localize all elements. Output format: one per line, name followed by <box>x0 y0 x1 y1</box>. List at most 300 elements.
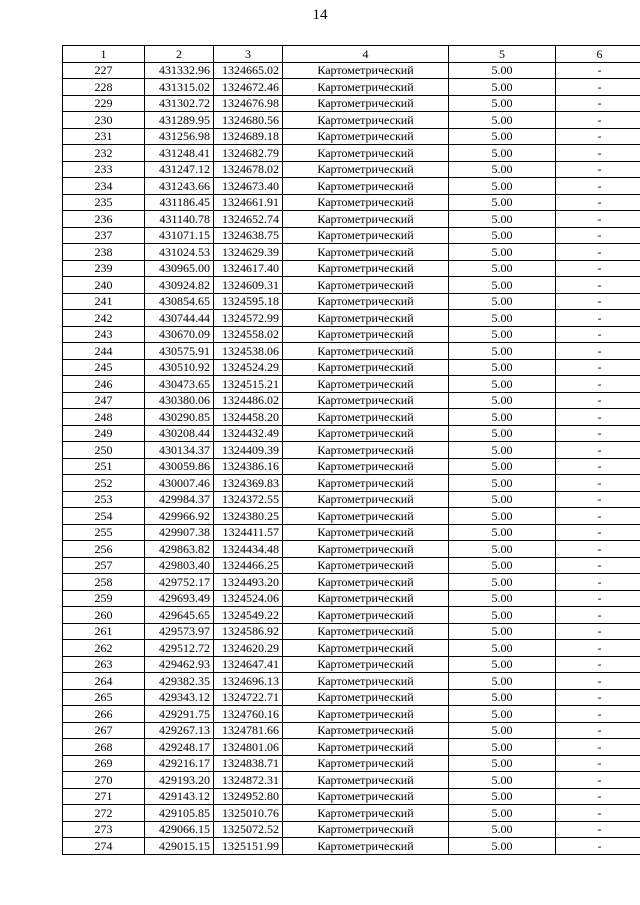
accuracy-cell: 5.00 <box>449 755 556 772</box>
method-cell: Картометрический <box>283 838 449 855</box>
y-coordinate-cell: 1324872.31 <box>214 772 283 789</box>
accuracy-cell: 5.00 <box>449 310 556 327</box>
table-row <box>63 277 640 294</box>
accuracy-cell: 5.00 <box>449 392 556 409</box>
point-number-cell: 227 <box>63 62 145 79</box>
y-coordinate-cell: 1324760.16 <box>214 706 283 723</box>
method-cell: Картометрический <box>283 359 449 376</box>
point-number-cell: 264 <box>63 673 145 690</box>
table-row <box>63 788 640 805</box>
y-coordinate-cell: 1324486.02 <box>214 392 283 409</box>
table-row <box>63 755 640 772</box>
header-cell-3: 3 <box>214 46 283 63</box>
method-cell: Картометрический <box>283 79 449 96</box>
note-cell: - <box>556 739 640 756</box>
point-number-cell: 256 <box>63 541 145 558</box>
accuracy-cell: 5.00 <box>449 178 556 195</box>
y-coordinate-cell: 1324609.31 <box>214 277 283 294</box>
y-coordinate-cell: 1324652.74 <box>214 211 283 228</box>
table-row <box>63 425 640 442</box>
x-coordinate-cell: 430575.91 <box>145 343 214 360</box>
x-coordinate-cell: 431315.02 <box>145 79 214 96</box>
note-cell: - <box>556 673 640 690</box>
x-coordinate-cell: 431071.15 <box>145 227 214 244</box>
point-number-cell: 248 <box>63 409 145 426</box>
accuracy-cell: 5.00 <box>449 673 556 690</box>
point-number-cell: 268 <box>63 739 145 756</box>
accuracy-cell: 5.00 <box>449 359 556 376</box>
point-number-cell: 273 <box>63 821 145 838</box>
point-number-cell: 239 <box>63 260 145 277</box>
note-cell: - <box>556 95 640 112</box>
x-coordinate-cell: 429966.92 <box>145 508 214 525</box>
table-row <box>63 409 640 426</box>
y-coordinate-cell: 1324432.49 <box>214 425 283 442</box>
table-row <box>63 458 640 475</box>
method-cell: Картометрический <box>283 178 449 195</box>
table-row <box>63 145 640 162</box>
y-coordinate-cell: 1324678.02 <box>214 161 283 178</box>
note-cell: - <box>556 211 640 228</box>
accuracy-cell: 5.00 <box>449 79 556 96</box>
method-cell: Картометрический <box>283 607 449 624</box>
accuracy-cell: 5.00 <box>449 293 556 310</box>
point-number-cell: 249 <box>63 425 145 442</box>
x-coordinate-cell: 430059.86 <box>145 458 214 475</box>
method-cell: Картометрический <box>283 689 449 706</box>
table-row <box>63 326 640 343</box>
point-number-cell: 232 <box>63 145 145 162</box>
note-cell: - <box>556 640 640 657</box>
table-row <box>63 772 640 789</box>
note-cell: - <box>556 293 640 310</box>
accuracy-cell: 5.00 <box>449 689 556 706</box>
point-number-cell: 244 <box>63 343 145 360</box>
accuracy-cell: 5.00 <box>449 128 556 145</box>
point-number-cell: 263 <box>63 656 145 673</box>
y-coordinate-cell: 1324673.40 <box>214 178 283 195</box>
note-cell: - <box>556 475 640 492</box>
table-row <box>63 227 640 244</box>
method-cell: Картометрический <box>283 112 449 129</box>
x-coordinate-cell: 429015.15 <box>145 838 214 855</box>
x-coordinate-cell: 431140.78 <box>145 211 214 228</box>
x-coordinate-cell: 430924.82 <box>145 277 214 294</box>
point-number-cell: 258 <box>63 574 145 591</box>
accuracy-cell: 5.00 <box>449 722 556 739</box>
point-number-cell: 228 <box>63 79 145 96</box>
accuracy-cell: 5.00 <box>449 277 556 294</box>
x-coordinate-cell: 431247.12 <box>145 161 214 178</box>
note-cell: - <box>556 62 640 79</box>
table-row <box>63 310 640 327</box>
x-coordinate-cell: 431024.53 <box>145 244 214 261</box>
method-cell: Картометрический <box>283 260 449 277</box>
method-cell: Картометрический <box>283 805 449 822</box>
point-number-cell: 251 <box>63 458 145 475</box>
table-body <box>63 62 640 854</box>
point-number-cell: 253 <box>63 491 145 508</box>
note-cell: - <box>556 79 640 96</box>
note-cell: - <box>556 161 640 178</box>
note-cell: - <box>556 689 640 706</box>
accuracy-cell: 5.00 <box>449 95 556 112</box>
method-cell: Картометрический <box>283 772 449 789</box>
note-cell: - <box>556 557 640 574</box>
point-number-cell: 237 <box>63 227 145 244</box>
x-coordinate-cell: 429863.82 <box>145 541 214 558</box>
x-coordinate-cell: 430670.09 <box>145 326 214 343</box>
x-coordinate-cell: 430007.46 <box>145 475 214 492</box>
point-number-cell: 254 <box>63 508 145 525</box>
table-row <box>63 607 640 624</box>
method-cell: Картометрический <box>283 62 449 79</box>
x-coordinate-cell: 429573.97 <box>145 623 214 640</box>
x-coordinate-cell: 429382.35 <box>145 673 214 690</box>
method-cell: Картометрический <box>283 821 449 838</box>
point-number-cell: 233 <box>63 161 145 178</box>
method-cell: Картометрический <box>283 293 449 310</box>
accuracy-cell: 5.00 <box>449 640 556 657</box>
y-coordinate-cell: 1324369.83 <box>214 475 283 492</box>
y-coordinate-cell: 1324661.91 <box>214 194 283 211</box>
note-cell: - <box>556 359 640 376</box>
point-number-cell: 245 <box>63 359 145 376</box>
table-row <box>63 475 640 492</box>
header-cell-4: 4 <box>283 46 449 63</box>
table-row <box>63 359 640 376</box>
accuracy-cell: 5.00 <box>449 607 556 624</box>
note-cell: - <box>556 376 640 393</box>
x-coordinate-cell: 429645.65 <box>145 607 214 624</box>
x-coordinate-cell: 429248.17 <box>145 739 214 756</box>
accuracy-cell: 5.00 <box>449 706 556 723</box>
table-row <box>63 524 640 541</box>
note-cell: - <box>556 343 640 360</box>
accuracy-cell: 5.00 <box>449 838 556 855</box>
header-cell-2: 2 <box>145 46 214 63</box>
point-number-cell: 274 <box>63 838 145 855</box>
x-coordinate-cell: 429907.38 <box>145 524 214 541</box>
accuracy-cell: 5.00 <box>449 458 556 475</box>
point-number-cell: 241 <box>63 293 145 310</box>
note-cell: - <box>556 838 640 855</box>
accuracy-cell: 5.00 <box>449 194 556 211</box>
x-coordinate-cell: 429143.12 <box>145 788 214 805</box>
method-cell: Картометрический <box>283 640 449 657</box>
note-cell: - <box>556 821 640 838</box>
note-cell: - <box>556 194 640 211</box>
accuracy-cell: 5.00 <box>449 425 556 442</box>
table-row <box>63 79 640 96</box>
y-coordinate-cell: 1324682.79 <box>214 145 283 162</box>
accuracy-cell: 5.00 <box>449 227 556 244</box>
method-cell: Картометрический <box>283 227 449 244</box>
table-row <box>63 491 640 508</box>
y-coordinate-cell: 1324665.02 <box>214 62 283 79</box>
y-coordinate-cell: 1325072.52 <box>214 821 283 838</box>
y-coordinate-cell: 1324696.13 <box>214 673 283 690</box>
point-number-cell: 247 <box>63 392 145 409</box>
method-cell: Картометрический <box>283 524 449 541</box>
note-cell: - <box>556 607 640 624</box>
header-cell-5: 5 <box>449 46 556 63</box>
method-cell: Картометрический <box>283 161 449 178</box>
accuracy-cell: 5.00 <box>449 557 556 574</box>
point-number-cell: 271 <box>63 788 145 805</box>
x-coordinate-cell: 431332.96 <box>145 62 214 79</box>
note-cell: - <box>556 260 640 277</box>
note-cell: - <box>556 541 640 558</box>
y-coordinate-cell: 1324620.29 <box>214 640 283 657</box>
method-cell: Картометрический <box>283 557 449 574</box>
accuracy-cell: 5.00 <box>449 772 556 789</box>
accuracy-cell: 5.00 <box>449 376 556 393</box>
point-number-cell: 270 <box>63 772 145 789</box>
y-coordinate-cell: 1325010.76 <box>214 805 283 822</box>
x-coordinate-cell: 429216.17 <box>145 755 214 772</box>
method-cell: Картометрический <box>283 739 449 756</box>
method-cell: Картометрический <box>283 442 449 459</box>
y-coordinate-cell: 1324595.18 <box>214 293 283 310</box>
method-cell: Картометрический <box>283 722 449 739</box>
x-coordinate-cell: 430380.06 <box>145 392 214 409</box>
method-cell: Картометрический <box>283 326 449 343</box>
accuracy-cell: 5.00 <box>449 524 556 541</box>
method-cell: Картометрический <box>283 491 449 508</box>
note-cell: - <box>556 755 640 772</box>
accuracy-cell: 5.00 <box>449 788 556 805</box>
point-number-cell: 234 <box>63 178 145 195</box>
note-cell: - <box>556 310 640 327</box>
accuracy-cell: 5.00 <box>449 739 556 756</box>
x-coordinate-cell: 430744.44 <box>145 310 214 327</box>
note-cell: - <box>556 425 640 442</box>
table-row <box>63 442 640 459</box>
table-row <box>63 161 640 178</box>
accuracy-cell: 5.00 <box>449 62 556 79</box>
y-coordinate-cell: 1324493.20 <box>214 574 283 591</box>
y-coordinate-cell: 1324411.57 <box>214 524 283 541</box>
method-cell: Картометрический <box>283 277 449 294</box>
x-coordinate-cell: 431289.95 <box>145 112 214 129</box>
method-cell: Картометрический <box>283 673 449 690</box>
point-number-cell: 259 <box>63 590 145 607</box>
table-row <box>63 590 640 607</box>
y-coordinate-cell: 1324629.39 <box>214 244 283 261</box>
x-coordinate-cell: 430290.85 <box>145 409 214 426</box>
y-coordinate-cell: 1324801.06 <box>214 739 283 756</box>
note-cell: - <box>556 656 640 673</box>
table-row <box>63 244 640 261</box>
table-row <box>63 293 640 310</box>
point-number-cell: 236 <box>63 211 145 228</box>
point-number-cell: 255 <box>63 524 145 541</box>
table-row <box>63 541 640 558</box>
point-number-cell: 231 <box>63 128 145 145</box>
point-number-cell: 230 <box>63 112 145 129</box>
note-cell: - <box>556 392 640 409</box>
table-row <box>63 557 640 574</box>
note-cell: - <box>556 409 640 426</box>
table-row <box>63 95 640 112</box>
table-row <box>63 689 640 706</box>
header-row <box>63 46 640 63</box>
note-cell: - <box>556 442 640 459</box>
accuracy-cell: 5.00 <box>449 161 556 178</box>
accuracy-cell: 5.00 <box>449 623 556 640</box>
table-row <box>63 128 640 145</box>
note-cell: - <box>556 244 640 261</box>
point-number-cell: 257 <box>63 557 145 574</box>
point-number-cell: 269 <box>63 755 145 772</box>
table-row <box>63 574 640 591</box>
point-number-cell: 242 <box>63 310 145 327</box>
y-coordinate-cell: 1324638.75 <box>214 227 283 244</box>
method-cell: Картометрический <box>283 425 449 442</box>
coordinates-table <box>62 45 640 855</box>
accuracy-cell: 5.00 <box>449 508 556 525</box>
y-coordinate-cell: 1324572.99 <box>214 310 283 327</box>
point-number-cell: 240 <box>63 277 145 294</box>
x-coordinate-cell: 429693.49 <box>145 590 214 607</box>
note-cell: - <box>556 805 640 822</box>
accuracy-cell: 5.00 <box>449 574 556 591</box>
table-row <box>63 392 640 409</box>
table-row <box>63 838 640 855</box>
note-cell: - <box>556 722 640 739</box>
y-coordinate-cell: 1324952.80 <box>214 788 283 805</box>
x-coordinate-cell: 429193.20 <box>145 772 214 789</box>
note-cell: - <box>556 145 640 162</box>
point-number-cell: 252 <box>63 475 145 492</box>
y-coordinate-cell: 1324409.39 <box>214 442 283 459</box>
method-cell: Картометрический <box>283 508 449 525</box>
accuracy-cell: 5.00 <box>449 326 556 343</box>
accuracy-cell: 5.00 <box>449 475 556 492</box>
x-coordinate-cell: 429512.72 <box>145 640 214 657</box>
point-number-cell: 229 <box>63 95 145 112</box>
page-number: 14 <box>312 7 328 23</box>
x-coordinate-cell: 429462.93 <box>145 656 214 673</box>
point-number-cell: 261 <box>63 623 145 640</box>
method-cell: Картометрический <box>283 145 449 162</box>
x-coordinate-cell: 431302.72 <box>145 95 214 112</box>
accuracy-cell: 5.00 <box>449 805 556 822</box>
y-coordinate-cell: 1324647.41 <box>214 656 283 673</box>
method-cell: Картометрический <box>283 458 449 475</box>
y-coordinate-cell: 1324672.46 <box>214 79 283 96</box>
y-coordinate-cell: 1324676.98 <box>214 95 283 112</box>
method-cell: Картометрический <box>283 194 449 211</box>
accuracy-cell: 5.00 <box>449 145 556 162</box>
point-number-cell: 243 <box>63 326 145 343</box>
y-coordinate-cell: 1324689.18 <box>214 128 283 145</box>
y-coordinate-cell: 1324558.02 <box>214 326 283 343</box>
method-cell: Картометрический <box>283 541 449 558</box>
table-header <box>63 46 640 63</box>
table-row <box>63 343 640 360</box>
x-coordinate-cell: 431243.66 <box>145 178 214 195</box>
x-coordinate-cell: 430854.65 <box>145 293 214 310</box>
note-cell: - <box>556 458 640 475</box>
x-coordinate-cell: 430134.37 <box>145 442 214 459</box>
accuracy-cell: 5.00 <box>449 491 556 508</box>
point-number-cell: 272 <box>63 805 145 822</box>
point-number-cell: 260 <box>63 607 145 624</box>
method-cell: Картометрический <box>283 343 449 360</box>
accuracy-cell: 5.00 <box>449 442 556 459</box>
y-coordinate-cell: 1324434.48 <box>214 541 283 558</box>
x-coordinate-cell: 429752.17 <box>145 574 214 591</box>
note-cell: - <box>556 128 640 145</box>
header-cell-6: 6 <box>556 46 640 63</box>
y-coordinate-cell: 1324458.20 <box>214 409 283 426</box>
point-number-cell: 266 <box>63 706 145 723</box>
method-cell: Картометрический <box>283 755 449 772</box>
y-coordinate-cell: 1324781.66 <box>214 722 283 739</box>
x-coordinate-cell: 429803.40 <box>145 557 214 574</box>
y-coordinate-cell: 1324524.06 <box>214 590 283 607</box>
note-cell: - <box>556 326 640 343</box>
note-cell: - <box>556 178 640 195</box>
point-number-cell: 267 <box>63 722 145 739</box>
note-cell: - <box>556 574 640 591</box>
y-coordinate-cell: 1324680.56 <box>214 112 283 129</box>
table-row <box>63 640 640 657</box>
y-coordinate-cell: 1324380.25 <box>214 508 283 525</box>
accuracy-cell: 5.00 <box>449 409 556 426</box>
method-cell: Картометрический <box>283 590 449 607</box>
table-row <box>63 805 640 822</box>
x-coordinate-cell: 429343.12 <box>145 689 214 706</box>
table-row <box>63 739 640 756</box>
note-cell: - <box>556 491 640 508</box>
table-row <box>63 623 640 640</box>
accuracy-cell: 5.00 <box>449 541 556 558</box>
note-cell: - <box>556 227 640 244</box>
table-row <box>63 821 640 838</box>
note-cell: - <box>556 706 640 723</box>
x-coordinate-cell: 430208.44 <box>145 425 214 442</box>
x-coordinate-cell: 431256.98 <box>145 128 214 145</box>
point-number-cell: 262 <box>63 640 145 657</box>
accuracy-cell: 5.00 <box>449 590 556 607</box>
note-cell: - <box>556 788 640 805</box>
y-coordinate-cell: 1324524.29 <box>214 359 283 376</box>
table-row <box>63 194 640 211</box>
accuracy-cell: 5.00 <box>449 656 556 673</box>
method-cell: Картометрический <box>283 128 449 145</box>
method-cell: Картометрический <box>283 310 449 327</box>
note-cell: - <box>556 277 640 294</box>
x-coordinate-cell: 429105.85 <box>145 805 214 822</box>
note-cell: - <box>556 590 640 607</box>
y-coordinate-cell: 1324549.22 <box>214 607 283 624</box>
x-coordinate-cell: 431248.41 <box>145 145 214 162</box>
method-cell: Картометрический <box>283 392 449 409</box>
method-cell: Картометрический <box>283 376 449 393</box>
accuracy-cell: 5.00 <box>449 343 556 360</box>
accuracy-cell: 5.00 <box>449 260 556 277</box>
y-coordinate-cell: 1324838.71 <box>214 755 283 772</box>
y-coordinate-cell: 1324515.21 <box>214 376 283 393</box>
point-number-cell: 235 <box>63 194 145 211</box>
x-coordinate-cell: 429267.13 <box>145 722 214 739</box>
y-coordinate-cell: 1324538.06 <box>214 343 283 360</box>
note-cell: - <box>556 623 640 640</box>
y-coordinate-cell: 1324722.71 <box>214 689 283 706</box>
